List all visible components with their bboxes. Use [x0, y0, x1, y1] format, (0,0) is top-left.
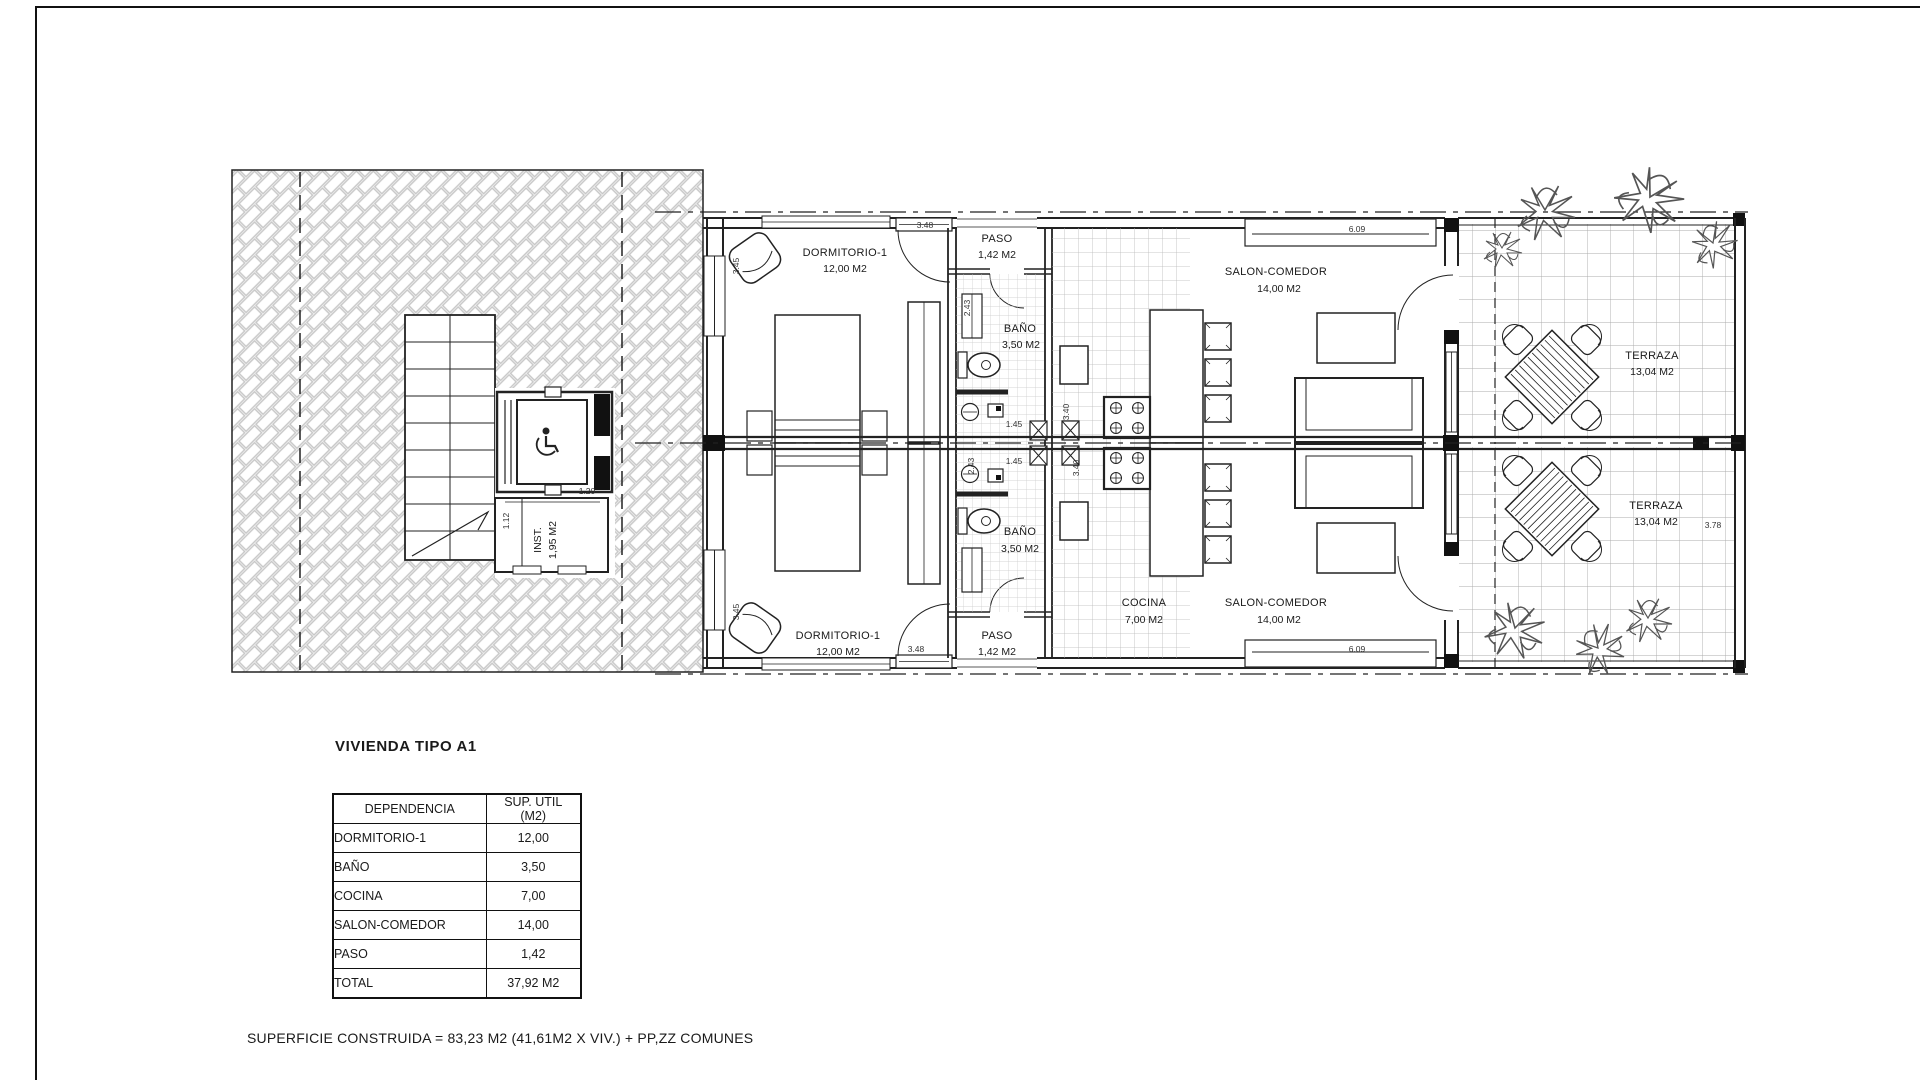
table-row	[333, 824, 581, 853]
label-terraza-top-name: TERRAZA	[1625, 350, 1679, 362]
sheet-border-left	[35, 6, 37, 1080]
label-bano-bottom-name: BAÑO	[1003, 526, 1037, 538]
label-bano-bottom-area: 3,50 M2	[1001, 543, 1039, 555]
label-salon-top-area: 14,00 M2	[1257, 283, 1301, 295]
label-salon-bottom-area: 14,00 M2	[1257, 614, 1301, 626]
dim-345-bottom: 3.45	[731, 603, 741, 621]
table-header-dependencia: DEPENDENCIA	[333, 794, 486, 824]
bed	[775, 315, 860, 443]
elevator	[497, 387, 612, 495]
label-bano-top-area: 3,50 M2	[1002, 339, 1040, 351]
area-table	[332, 793, 582, 999]
table-row-total	[333, 969, 581, 999]
dim-243-bottom: 2.43	[966, 457, 976, 475]
dim-112: 1.12	[501, 512, 511, 530]
dim-609-bottom: 6.09	[1348, 644, 1366, 654]
cell-sup: 12,00	[486, 824, 581, 853]
table-header-sup-util: SUP. UTIL (M2)	[486, 794, 581, 824]
terrace-table	[1497, 319, 1607, 436]
label-inst-name: INST.	[532, 527, 544, 553]
table-row	[333, 882, 581, 911]
table-row	[333, 853, 581, 882]
label-paso-bottom-name: PASO	[981, 630, 1013, 642]
sofa	[1295, 378, 1423, 442]
dim-340-bottom: 3.40	[1071, 459, 1081, 477]
toilet	[958, 352, 1000, 378]
floor-plan-svg	[200, 145, 1780, 705]
staircase	[405, 315, 495, 560]
floor-plan	[200, 145, 1780, 705]
label-terraza-top-area: 13,04 M2	[1630, 366, 1674, 378]
cell-sup: 7,00	[486, 882, 581, 911]
wardrobe	[908, 302, 940, 442]
dim-120: 1.20	[578, 486, 596, 496]
page-title: VIVIENDA TIPO A1	[335, 738, 477, 755]
dim-348-bottom: 3.48	[907, 644, 925, 654]
cell-sup: 3,50	[486, 853, 581, 882]
sheet-border-top	[35, 6, 1920, 8]
label-dormitorio-top-area: 12,00 M2	[823, 263, 867, 275]
label-dormitorio-bottom-area: 12,00 M2	[816, 646, 860, 658]
dim-609-top: 6.09	[1348, 224, 1366, 234]
label-paso-top-area: 1,42 M2	[978, 249, 1016, 261]
cell-dep-total: TOTAL	[333, 969, 486, 999]
cell-sup: 1,42	[486, 940, 581, 969]
fridge	[1060, 346, 1088, 384]
dim-243-top: 2.43	[962, 299, 972, 317]
cell-dep: SALON-COMEDOR	[333, 911, 486, 940]
cell-sup-total: 37,92 M2	[486, 969, 581, 999]
table-row	[333, 940, 581, 969]
dim-348-top: 3.48	[916, 220, 934, 230]
construction-note: SUPERFICIE CONSTRUIDA = 83,23 M2 (41,61M2 X VIV.) + PP,ZZ COMUNES	[247, 1030, 754, 1046]
stove	[1104, 397, 1150, 438]
label-salon-bottom-name: SALON-COMEDOR	[1224, 597, 1328, 609]
coffee-table	[1317, 313, 1395, 363]
dining-chairs	[1205, 323, 1231, 422]
table-row	[333, 911, 581, 940]
label-paso-bottom-area: 1,42 M2	[978, 646, 1016, 658]
table-header-row	[333, 794, 581, 824]
cell-dep: DORMITORIO-1	[333, 824, 486, 853]
dim-345-top: 3.45	[731, 257, 741, 275]
dim-145-bottom: 1.45	[1005, 456, 1023, 466]
cell-dep: BAÑO	[333, 853, 486, 882]
label-terraza-bottom-name: TERRAZA	[1629, 500, 1683, 512]
cell-sup: 14,00	[486, 911, 581, 940]
dim-145-top: 1.45	[1005, 419, 1023, 429]
label-cocina-bottom-area: 7,00 M2	[1125, 614, 1163, 626]
cell-dep: COCINA	[333, 882, 486, 911]
dim-378: 3.78	[1704, 520, 1722, 530]
label-cocina-bottom-name: COCINA	[1121, 597, 1167, 609]
dim-340-top: 3.40	[1061, 403, 1071, 421]
label-inst-area: 1,95 M2	[547, 521, 559, 559]
label-bano-top-name: BAÑO	[1003, 323, 1037, 335]
kitchen-counter	[1150, 310, 1203, 443]
label-dormitorio-bottom-name: DORMITORIO-1	[795, 630, 881, 642]
cell-dep: PASO	[333, 940, 486, 969]
label-terraza-bottom-area: 13,04 M2	[1634, 516, 1678, 528]
label-dormitorio-top-name: DORMITORIO-1	[802, 247, 888, 259]
label-paso-top-name: PASO	[981, 233, 1013, 245]
label-salon-top-name: SALON-COMEDOR	[1224, 266, 1328, 278]
